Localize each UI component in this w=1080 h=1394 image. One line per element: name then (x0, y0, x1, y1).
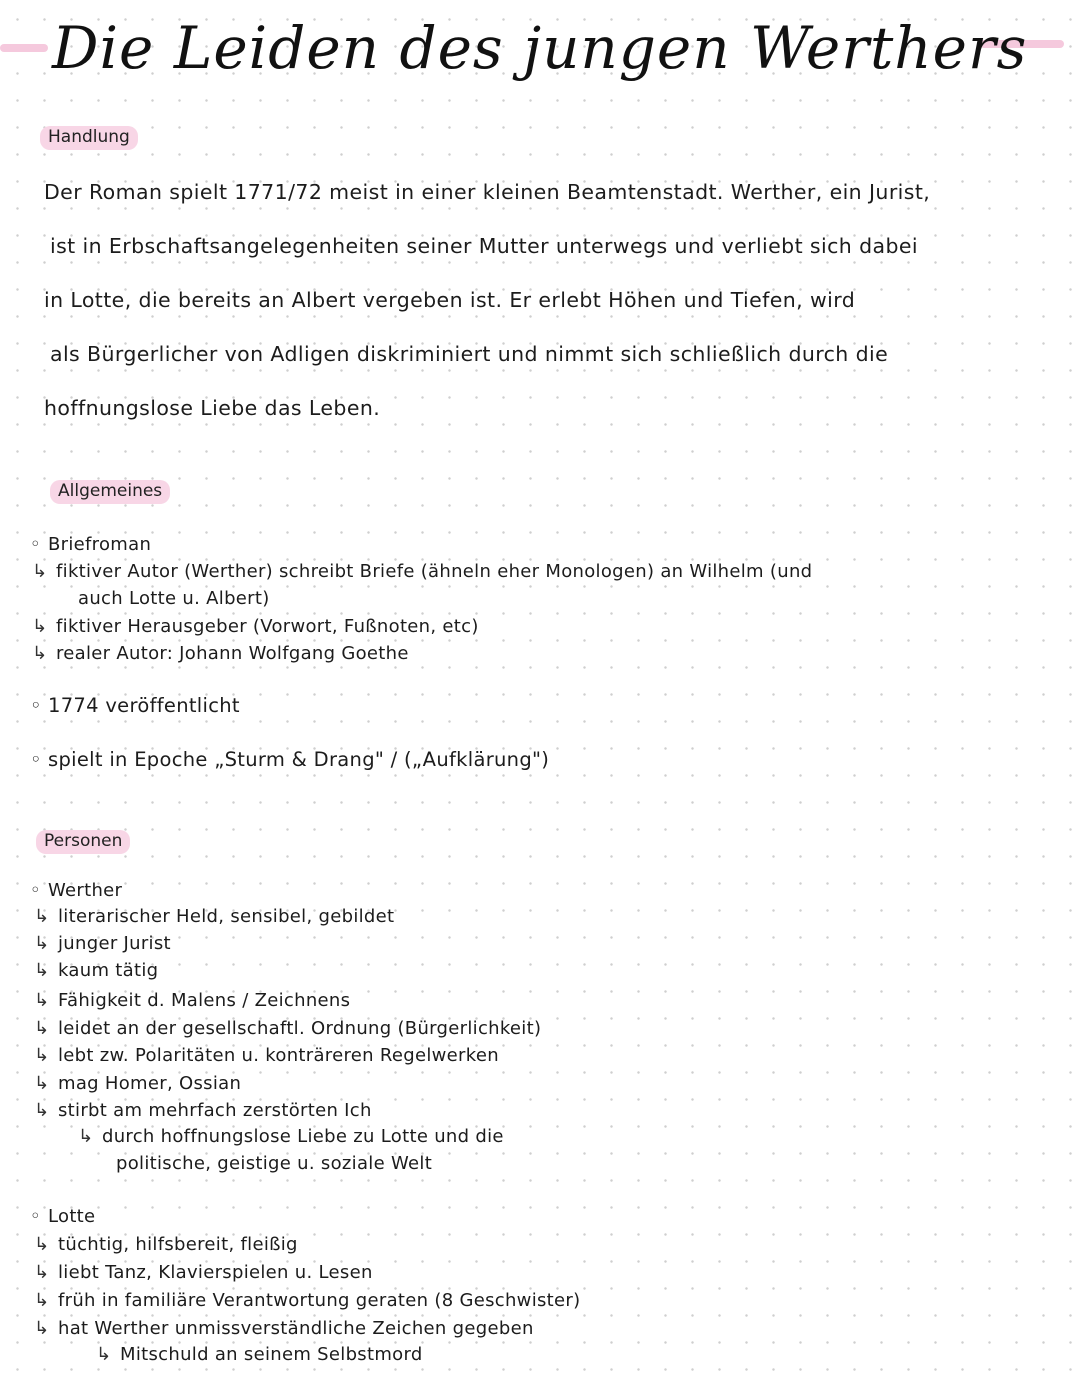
arrow-icon: ↳ (34, 906, 50, 927)
bullet-icon: ◦ (30, 748, 42, 771)
list-item (32, 643, 409, 664)
list-item-text: realer Autor: Johann Wolfgang Goethe (56, 643, 409, 664)
list-item (78, 1126, 504, 1147)
list-item-text: spielt in Epoche „Sturm & Drang" / („Aufklärung") (48, 748, 550, 771)
list-item-text: tüchtig, hilfsbereit, fleißig (58, 1234, 298, 1255)
list-item (34, 1318, 534, 1339)
list-item-continuation: politische, geistige u. soziale Welt (116, 1153, 433, 1174)
arrow-icon: ↳ (34, 1234, 50, 1255)
list-item-text: durch hoffnungslose Liebe zu Lotte und die (102, 1126, 504, 1147)
list-item-continuation: auch Lotte u. Albert) (78, 588, 270, 609)
list-item (34, 1290, 580, 1311)
list-item (34, 1018, 541, 1039)
list-item-text: mag Homer, Ossian (58, 1073, 242, 1094)
handlung-line: Der Roman spielt 1771/72 meist in einer kleinen Beamtenstadt. Werther, ein Jurist, (44, 180, 931, 204)
list-item (34, 1073, 241, 1094)
list-item (34, 1234, 298, 1255)
list-item-text: hat Werther unmissverständliche Zeichen gegeben (58, 1318, 534, 1339)
list-item (34, 1262, 373, 1283)
arrow-icon: ↳ (34, 990, 50, 1011)
list-item (30, 748, 549, 771)
list-item-text: liebt Tanz, Klavierspielen u. Lesen (58, 1262, 373, 1283)
list-item-text: stirbt am mehrfach zerstörten Ich (58, 1100, 372, 1121)
person-name-text: Werther (48, 880, 123, 901)
list-item (30, 694, 240, 717)
title-underline-left (0, 44, 48, 52)
person-name (30, 1206, 95, 1227)
arrow-icon: ↳ (32, 561, 48, 582)
heading-personen: Personen (36, 830, 130, 854)
page-title: Die Leiden des jungen Werthers (52, 14, 1028, 82)
arrow-icon: ↳ (34, 1290, 50, 1311)
heading-handlung: Handlung (40, 126, 138, 150)
handlung-line: ist in Erbschaftsangelegenheiten seiner Mutter unterwegs und verliebt sich dabei (50, 234, 918, 258)
list-item-text: Briefroman (48, 534, 152, 555)
arrow-icon: ↳ (96, 1344, 112, 1365)
list-item (32, 616, 479, 637)
list-item-text: 1774 veröffentlicht (48, 694, 240, 717)
arrow-icon: ↳ (34, 1073, 50, 1094)
list-item-text: kaum tätig (58, 960, 159, 981)
list-item (34, 960, 158, 981)
arrow-icon: ↳ (34, 1045, 50, 1066)
list-item-text: fiktiver Autor (Werther) schreibt Briefe (ähneln eher Monologen) an Wilhelm (und (56, 561, 813, 582)
list-item (34, 933, 171, 954)
bullet-icon: ◦ (30, 694, 42, 717)
arrow-icon: ↳ (78, 1126, 94, 1147)
handlung-line: als Bürgerlicher von Adligen diskriminiert und nimmt sich schließlich durch die (50, 342, 889, 366)
bullet-icon: ◦ (30, 880, 41, 901)
list-item-text: früh in familiäre Verantwortung geraten (8 Geschwister) (58, 1290, 581, 1311)
list-item-text: fiktiver Herausgeber (Vorwort, Fußnoten, etc) (56, 616, 479, 637)
list-item-text: Mitschuld an seinem Selbstmord (120, 1344, 423, 1365)
person-name-text: Lotte (48, 1206, 96, 1227)
arrow-icon: ↳ (34, 1262, 50, 1283)
handlung-line: hoffnungslose Liebe das Leben. (44, 396, 381, 420)
list-item (34, 906, 394, 927)
list-item (30, 534, 151, 555)
bullet-icon: ◦ (30, 1206, 41, 1227)
list-item-text: junger Jurist (58, 933, 171, 954)
handlung-line: in Lotte, die bereits an Albert vergeben ist. Er erlebt Höhen und Tiefen, wird (44, 288, 856, 312)
list-item-text: Fähigkeit d. Malens / Zeichnens (58, 990, 351, 1011)
arrow-icon: ↳ (34, 1018, 50, 1039)
bullet-icon: ◦ (30, 534, 41, 555)
list-item (34, 1045, 499, 1066)
heading-allgemeines: Allgemeines (50, 480, 170, 504)
list-item (96, 1344, 423, 1365)
arrow-icon: ↳ (34, 933, 50, 954)
person-name (30, 880, 122, 901)
list-item (32, 561, 812, 582)
arrow-icon: ↳ (34, 1318, 50, 1339)
arrow-icon: ↳ (34, 1100, 50, 1121)
list-item-text: lebt zw. Polaritäten u. konträreren Regelwerken (58, 1045, 499, 1066)
arrow-icon: ↳ (34, 960, 50, 981)
list-item-text: literarischer Held, sensibel, gebildet (58, 906, 395, 927)
list-item (34, 990, 350, 1011)
arrow-icon: ↳ (32, 643, 48, 664)
list-item (34, 1100, 372, 1121)
list-item-text: leidet an der gesellschaftl. Ordnung (Bürgerlichkeit) (58, 1018, 542, 1039)
arrow-icon: ↳ (32, 616, 48, 637)
